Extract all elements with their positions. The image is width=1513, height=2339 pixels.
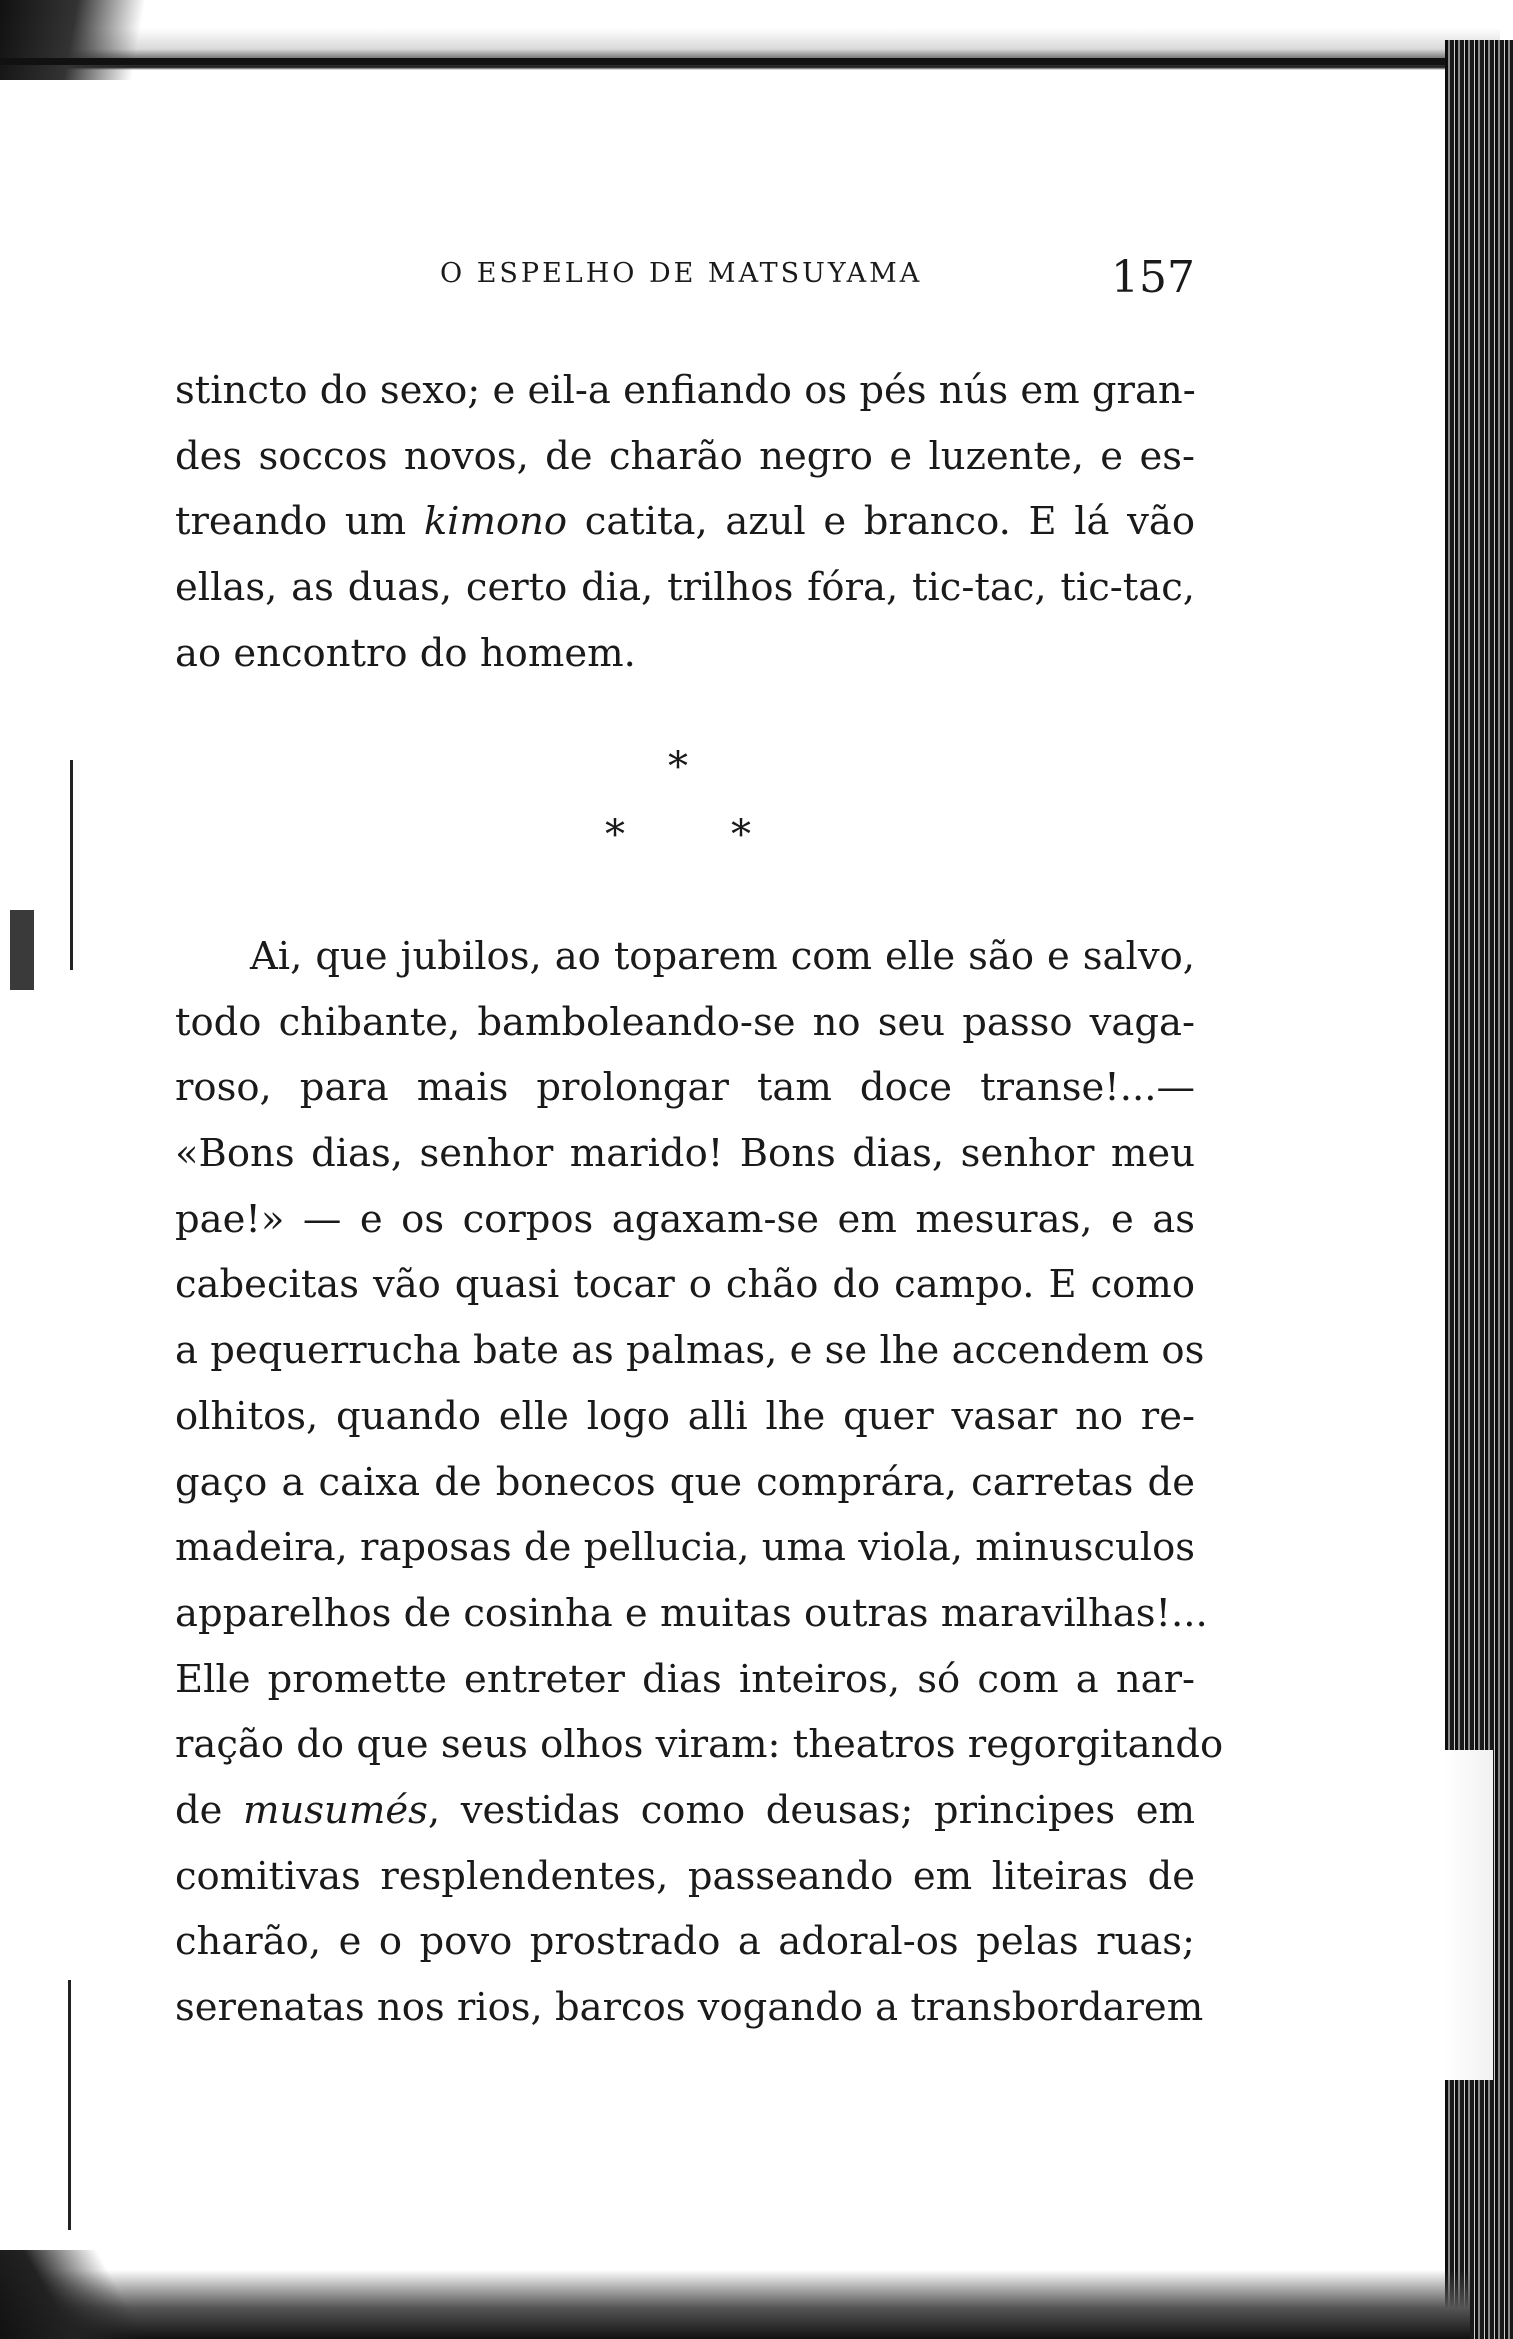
- scan-left-margin-line-lower: [68, 1980, 71, 2230]
- asterism-star-right: *: [731, 812, 751, 858]
- paragraph-1: [175, 358, 1195, 686]
- text-line: ellas, as duas, certo dia, trilhos fóra, tic-tac, tic-tac,: [175, 565, 1195, 611]
- text-line: stincto do sexo; e eil-a enfiando os pés nús em gran-: [175, 368, 1196, 413]
- text-line: gaço a caixa de bonecos que comprára, carretas de: [175, 1459, 1195, 1505]
- text-line: Ai, que jubilos, ao toparem com elle são e salvo,: [250, 934, 1195, 979]
- text-line-with-italic: de musumés, vestidas como deusas; principes em: [175, 1787, 1195, 1833]
- running-title: O ESPELHO DE MATSUYAMA: [440, 258, 923, 289]
- scan-bottom-corner-shadow: [0, 2250, 160, 2339]
- text-line: ao encontro do homem.: [175, 630, 636, 676]
- asterism-star-top: *: [668, 744, 688, 790]
- text-line: a pequerrucha bate as palmas, e se lhe accendem os: [175, 1328, 1205, 1374]
- paragraph-2: [175, 924, 1224, 2041]
- scan-right-edge-gap: [1445, 1750, 1493, 2080]
- scan-left-margin-line: [70, 760, 73, 970]
- text-line: pae!» — e os corpos agaxam-se em mesuras, e as: [175, 1196, 1195, 1242]
- text-line-with-italic: treando um kimono catita, azul e branco. E lá vão: [175, 499, 1195, 545]
- text-line: apparelhos de cosinha e muitas outras maravilhas!...: [175, 1590, 1208, 1636]
- scan-left-margin-mark: [10, 910, 34, 990]
- text-line: comitivas resplendentes, passeando em liteiras de: [175, 1853, 1195, 1899]
- text-line: roso, para mais prolongar tam doce transe!...—: [175, 1065, 1195, 1111]
- scan-bottom-edge: [0, 2270, 1470, 2339]
- text-line: charão, e o povo prostrado a adoral-os pelas ruas;: [175, 1919, 1195, 1965]
- text-line: des soccos novos, de charão negro e luzente, e es-: [175, 433, 1195, 479]
- italic-word: kimono: [423, 499, 568, 545]
- text-line: cabecitas vão quasi tocar o chão do campo. E como: [175, 1262, 1195, 1308]
- italic-word: musumés: [243, 1787, 428, 1833]
- text-line: «Bons dias, senhor marido! Bons dias, senhor meu: [175, 1131, 1195, 1177]
- scan-top-corner-shadow: [0, 0, 180, 80]
- text-line: olhitos, quando elle logo alli lhe quer vasar no re-: [175, 1393, 1195, 1439]
- text-line: madeira, raposas de pellucia, uma viola, minusculos: [175, 1525, 1196, 1571]
- running-header: [175, 252, 1195, 312]
- text-line: serenatas nos rios, barcos vogando a transbordarem: [175, 1985, 1204, 2030]
- text-line: ração do que seus olhos viram: theatros regorgitando: [175, 1722, 1224, 1768]
- scan-top-rule: [0, 58, 1495, 65]
- text-line: todo chibante, bamboleando-se no seu passo vaga-: [175, 999, 1195, 1045]
- page-number: 157: [1111, 252, 1195, 303]
- asterism-star-left: *: [605, 812, 625, 858]
- text-line: Elle promette entreter dias inteiros, só com a nar-: [175, 1656, 1195, 1702]
